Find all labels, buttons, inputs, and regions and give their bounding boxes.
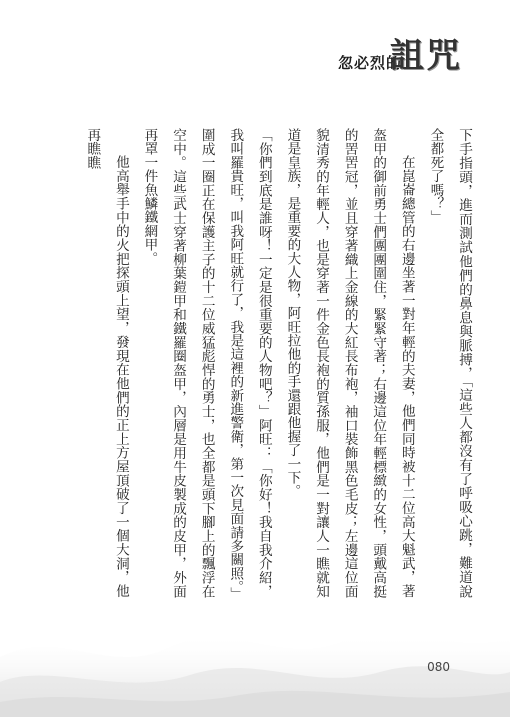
logo-subtitle: 忽必烈的 [338,54,403,72]
paragraph-5: 他高舉手中的火把探頭上望，發現在他們的正上方屋頂破了一個大洞，他再瞧瞧 [84,128,129,598]
logo-main-title: 詛咒 [390,36,462,76]
vertical-text-body [78,128,478,601]
paragraph-2: 在崑崙總管的右邊坐著一對年輕的夫妻，他們同時被十二位高大魁武，著盔甲的御前勇士們團團圍住，緊緊守著；右邊這位年輕標緻的女性，頭戴高挺的罟罟冠，並且穿著織上金線的大紅長布袍，袖口裝飾黑色毛皮；左邊這位面貌清秀的年輕人，也是穿著一件金色長袍的質孫服，他們是一對讓人一瞧就知道是皇族，是重要的大人物，阿旺拉他的手還跟他握了一下。 [284,128,415,598]
smoke-decoration [0,587,510,717]
paragraph-1: 下手指頭，進而測試他們的鼻息與脈搏，「這些人都沒有了呼吸心跳，難道說全都死了嗎？」 [427,128,472,598]
paragraph-4: 圍成一圈正在保護主子的十二位威猛彪悍的勇士，也全都是頭下腳上的飄浮在空中。這些武士穿著柳葉鎧甲和鐵羅圈盔甲，內層是用牛皮製成的皮甲，外面再罩一件魚鱗鐵網甲。 [141,128,215,598]
paragraph-3: 「你們到底是誰呀！一定是很重要的人物吧？」阿旺：「你好！我自我介紹，我叫羅貴旺，叫我阿旺就行了，我是這裡的新進警衛，第一次見面請多關照。」 [227,128,272,601]
book-title-logo [328,28,468,88]
page-number: 080 [427,660,450,674]
